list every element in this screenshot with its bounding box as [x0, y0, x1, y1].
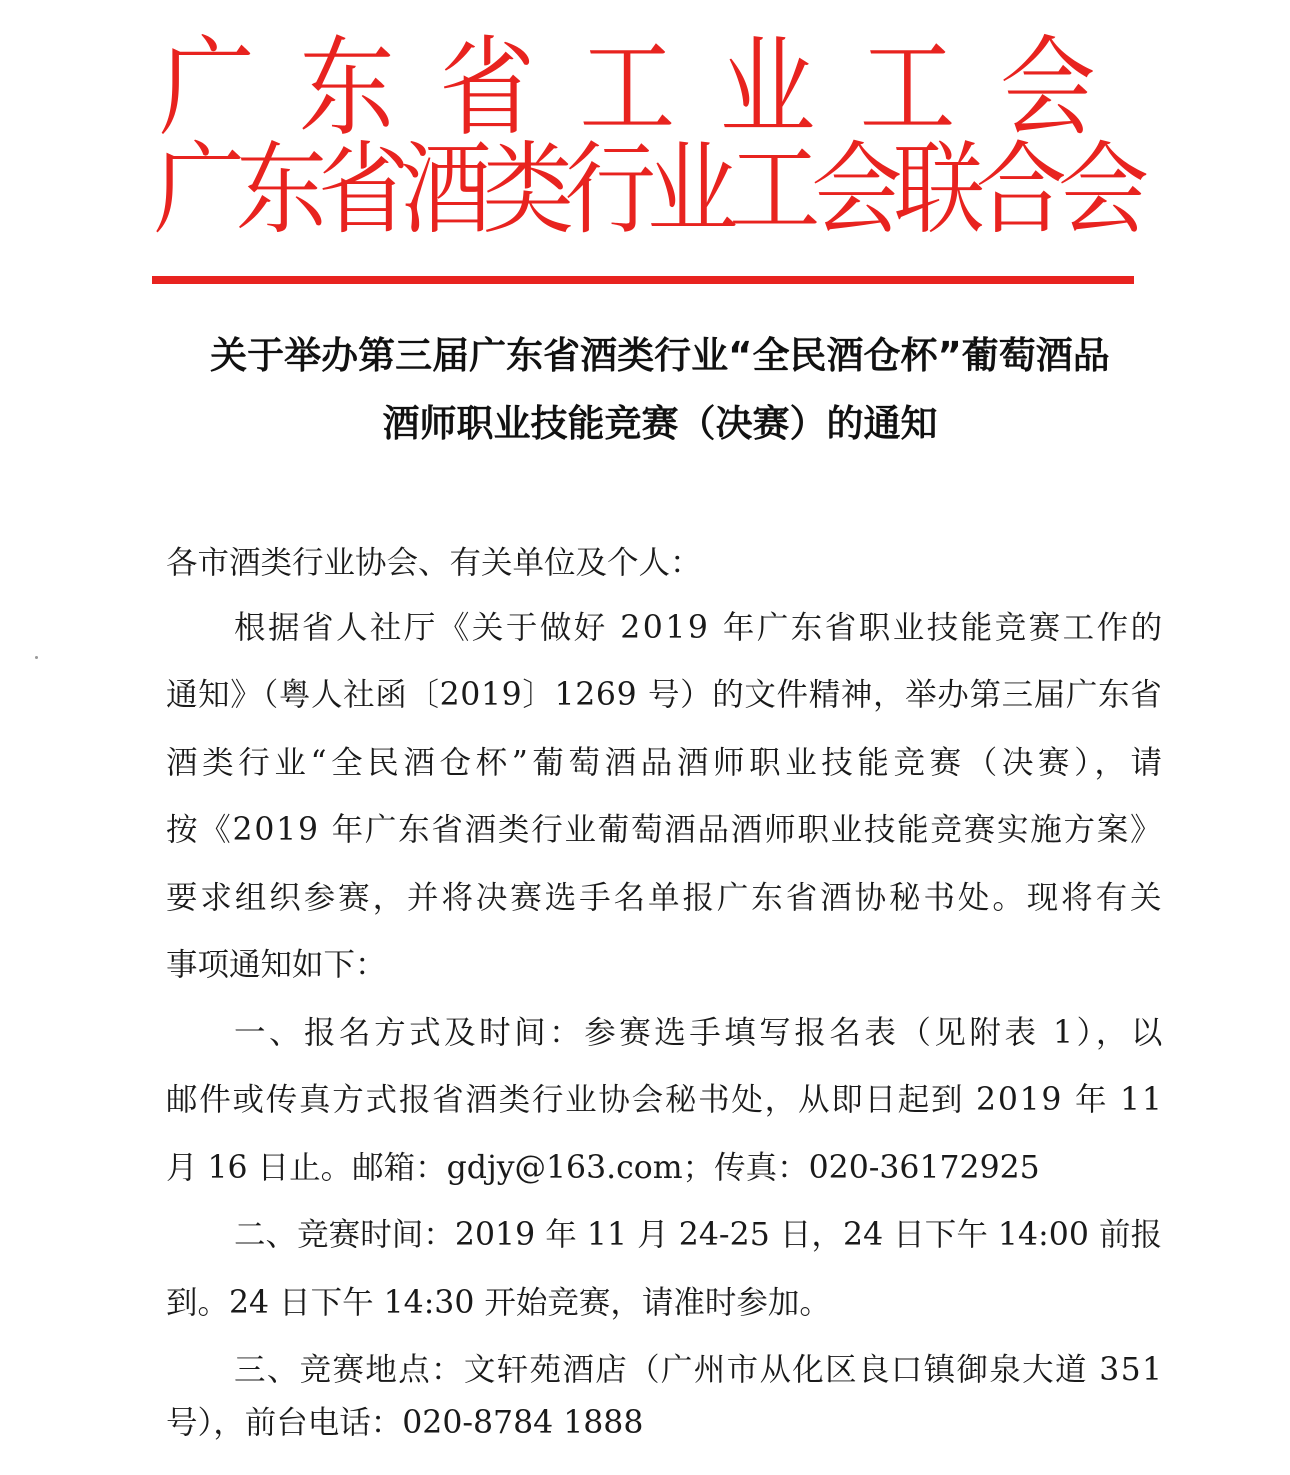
notice-title-line-2: 酒师职业技能竞赛（决赛）的通知 [382, 402, 938, 445]
paragraph-line: 酒类行业“全民酒仓杯”葡萄酒品酒师职业技能竞赛（决赛），请 [166, 745, 1167, 781]
letterhead-line-1: 广东省工业工会 [158, 26, 1141, 151]
notice-title-line-1: 关于举办第三届广东省酒类行业“全民酒仓杯”葡萄酒品 [210, 334, 1110, 377]
paragraph-line: 一、报名方式及时间：参赛选手填写报名表（见附表 1），以 [234, 1015, 1166, 1051]
paragraph-line: 通知》（粤人社函〔2019〕1269 号）的文件精神，举办第三届广东省 [166, 677, 1163, 713]
salutation: 各市酒类行业协会、有关单位及个人： [166, 545, 702, 581]
paragraph-line: 二、竞赛时间：2019 年 11 月 24-25 日，24 日下午 14:00 前报 [234, 1217, 1163, 1253]
paragraph-line: 月 16 日止。邮箱：gdjy@163.com；传真：020-36172925 [166, 1150, 1040, 1186]
paragraph-line: 三、竞赛地点：文轩苑酒店（广州市从化区良口镇御泉大道 351 [234, 1352, 1164, 1388]
letterhead-line-2: 广东省酒类行业工会联合会 [153, 131, 1141, 248]
paragraph-line: 按《2019 年广东省酒类行业葡萄酒品酒师职业技能竞赛实施方案》 [166, 812, 1164, 848]
paragraph-line: 邮件或传真方式报省酒类行业协会秘书处，从即日起到 2019 年 11 [166, 1082, 1164, 1118]
paragraph-line: 事项通知如下： [166, 947, 387, 983]
paragraph-line: 到。24 日下午 14:30 开始竞赛，请准时参加。 [166, 1285, 831, 1321]
paragraph-line: 根据省人社厅《关于做好 2019 年广东省职业技能竞赛工作的 [234, 610, 1165, 646]
paragraph-line: 号），前台电话：020-8784 1888 [166, 1405, 644, 1441]
scan-speck [35, 656, 38, 659]
paragraph-line: 要求组织参赛，并将决赛选手名单报广东省酒协秘书处。现将有关 [166, 880, 1165, 916]
letterhead-divider [152, 276, 1134, 284]
